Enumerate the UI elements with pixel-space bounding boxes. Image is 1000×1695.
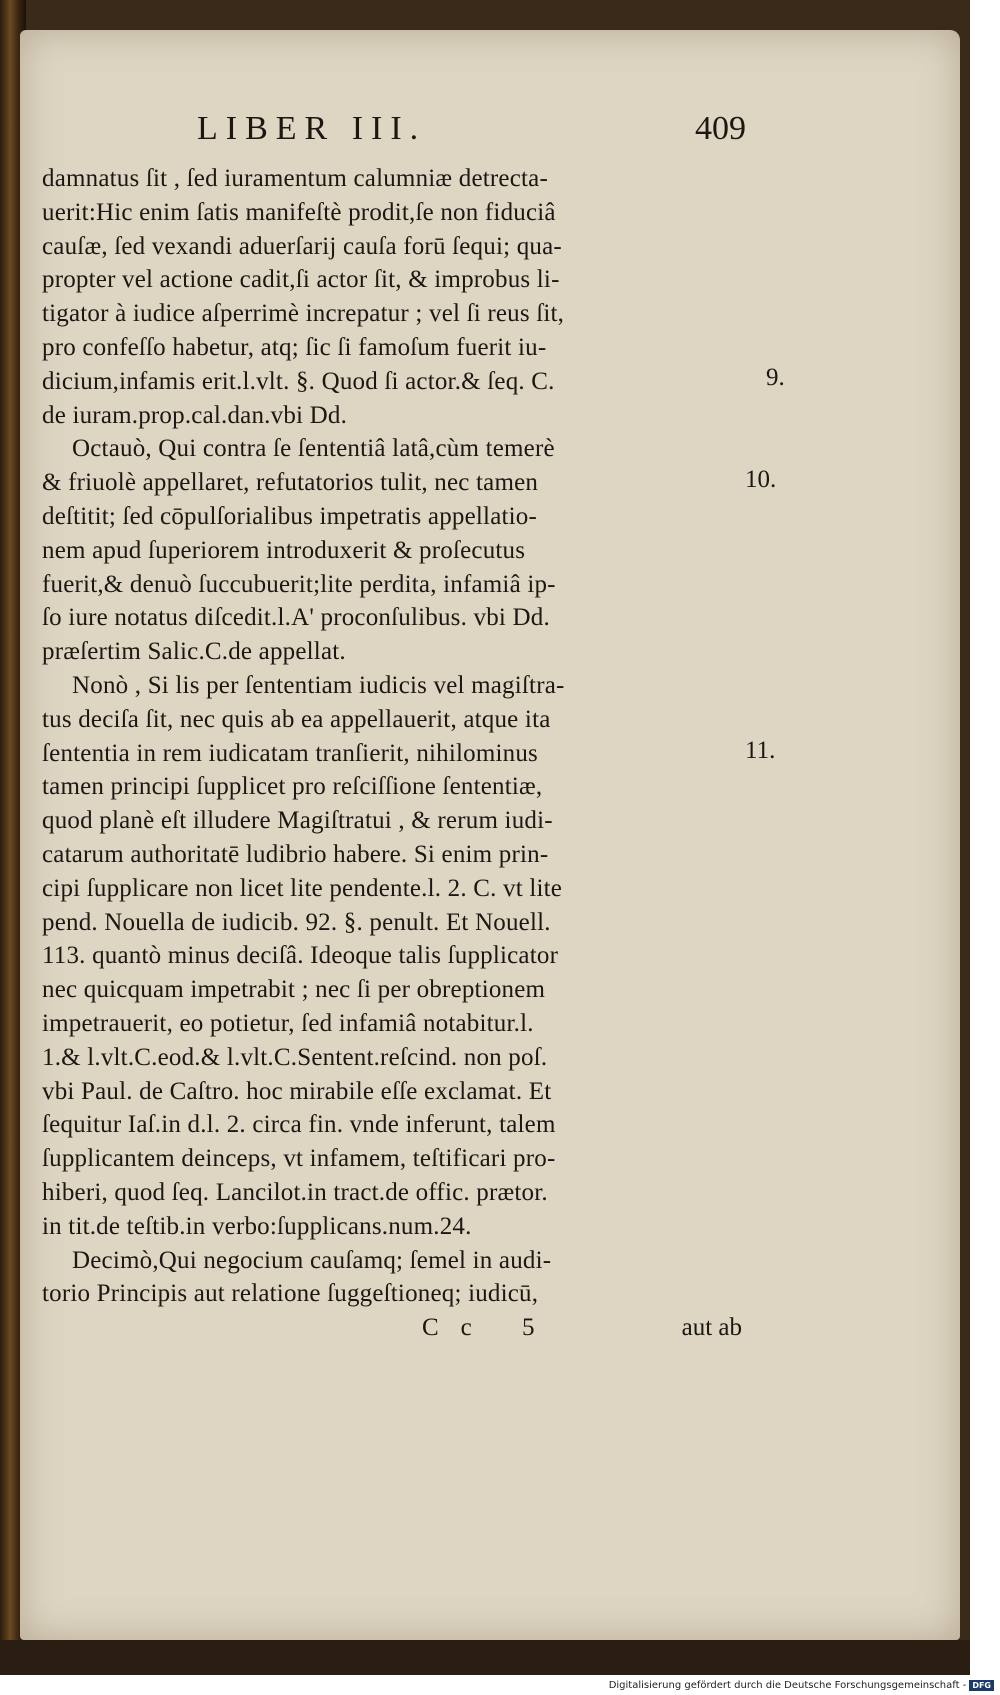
catch-line (42, 1311, 742, 1345)
text-line: 113. quantò minus deciſâ. Ideoque talis ſupplicator (42, 942, 559, 970)
text-line: nem apud ſuperiorem introduxerit & proſecutus (42, 536, 526, 564)
text-line: præſertim Salic.C.de appellat. (42, 638, 346, 666)
text-line: deſtitit; ſed cōpulſorialibus impetratis appellatio- (42, 502, 538, 530)
text-line: de iuram.prop.cal.dan.vbi Dd. (42, 401, 348, 429)
running-head (42, 110, 746, 158)
text-line: 1.& l.vlt.C.eod.& l.vlt.C.Sentent.reſcind. non poſ. (42, 1043, 548, 1071)
scan-bottom-edge (0, 1640, 970, 1675)
text-line: pro confeſſo habetur, atq; ſic ſi famoſum fuerit iu- (42, 333, 547, 361)
text-line: in tit.de teſtib.in verbo:ſupplicans.num.24. (42, 1212, 472, 1240)
text-line: pend. Nouella de iudicib. 92. §. penult. Et Nouell. (42, 908, 551, 936)
text-line: tus deciſa ſit, nec quis ab ea appellauerit, atque ita (42, 705, 551, 733)
margin-number: 9. (766, 364, 785, 391)
running-title: LIBER III. (197, 110, 427, 147)
margin-number: 10. (745, 466, 777, 493)
text-line: damnatus ſit , ſed iuramentum calumniæ detrecta- (42, 165, 548, 192)
text-line: ſequitur Iaſ.in d.l. 2. circa fin. vnde inferunt, talem (42, 1111, 556, 1139)
text-line: Decimò,Qui negocium cauſamq; ſemel in audi- (72, 1246, 552, 1274)
text-block (42, 110, 746, 1345)
credit-text: Digitalisierung gefördert durch die Deutsche Forschungsgemeinschaft - (608, 1680, 967, 1691)
margin-number: 11. (745, 737, 776, 764)
text-line: ſupplicantem deinceps, vt infamem, teſtificari pro- (42, 1145, 556, 1173)
text-line: cipi ſupplicare non licet lite pendente.l. 2. C. vt lite (42, 874, 563, 902)
text-line: dicium,infamis erit.l.vlt. §. Quod ſi actor.& ſeq. C. (42, 367, 555, 395)
catchword: aut ab (681, 1314, 742, 1342)
text-line: cauſæ, ſed vexandi aduerſarij cauſa forū ſequi; qua- (42, 232, 562, 260)
text-line: catarum authoritatē ludibrio habere. Si enim prin- (42, 840, 549, 868)
text-line: propter vel actione cadit,ſi actor ſit, & improbus li- (42, 266, 560, 294)
dfg-logo: DFG (969, 1680, 994, 1691)
text-line: fuerit,& denuò ſuccubuerit;lite perdita, infamiâ ip- (42, 570, 556, 598)
body-text (42, 162, 742, 1311)
text-line: Nonò , Si lis per ſententiam iudicis vel magiſtra- (72, 671, 565, 699)
text-line: ſo iure notatus diſcedit.l.A' proconſulibus. vbi Dd. (42, 604, 550, 632)
text-line: nec quicquam impetrabit ; nec ſi per obreptionem (42, 976, 546, 1004)
text-line: impetrauerit, eo potietur, ſed infamiâ notabitur.l. (42, 1009, 534, 1037)
signature-mark: Cc 5 (422, 1314, 557, 1342)
digitization-credit (609, 1680, 994, 1691)
text-line: quod planè eſt illudere Magiſtratui , & rerum iudi- (42, 807, 553, 835)
text-line: tamen principi ſupplicet pro reſciſſione ſententiæ, (42, 773, 543, 801)
text-line: hiberi, quod ſeq. Lancilot.in tract.de offic. prætor. (42, 1178, 548, 1206)
text-line: torio Principis aut relatione ſuggeſtioneq; iudicū, (42, 1280, 539, 1308)
text-line: ſententia in rem iudicatam tranſierit, nihilominus (42, 739, 538, 767)
text-line: tigator à iudice aſperrimè increpatur ; vel ſi reus ſit, (42, 300, 565, 328)
text-line: vbi Paul. de Caſtro. hoc mirabile eſſe exclamat. Et (42, 1077, 552, 1105)
text-line: uerit:Hic enim ſatis manifeſtè prodit,ſe non fiduciâ (42, 198, 556, 226)
text-line: & friuolè appellaret, refutatorios tulit, nec tamen (42, 469, 539, 497)
page-number: 409 (695, 110, 746, 147)
text-line: Octauò, Qui contra ſe ſententiâ latâ,cùm temerè (72, 435, 555, 463)
